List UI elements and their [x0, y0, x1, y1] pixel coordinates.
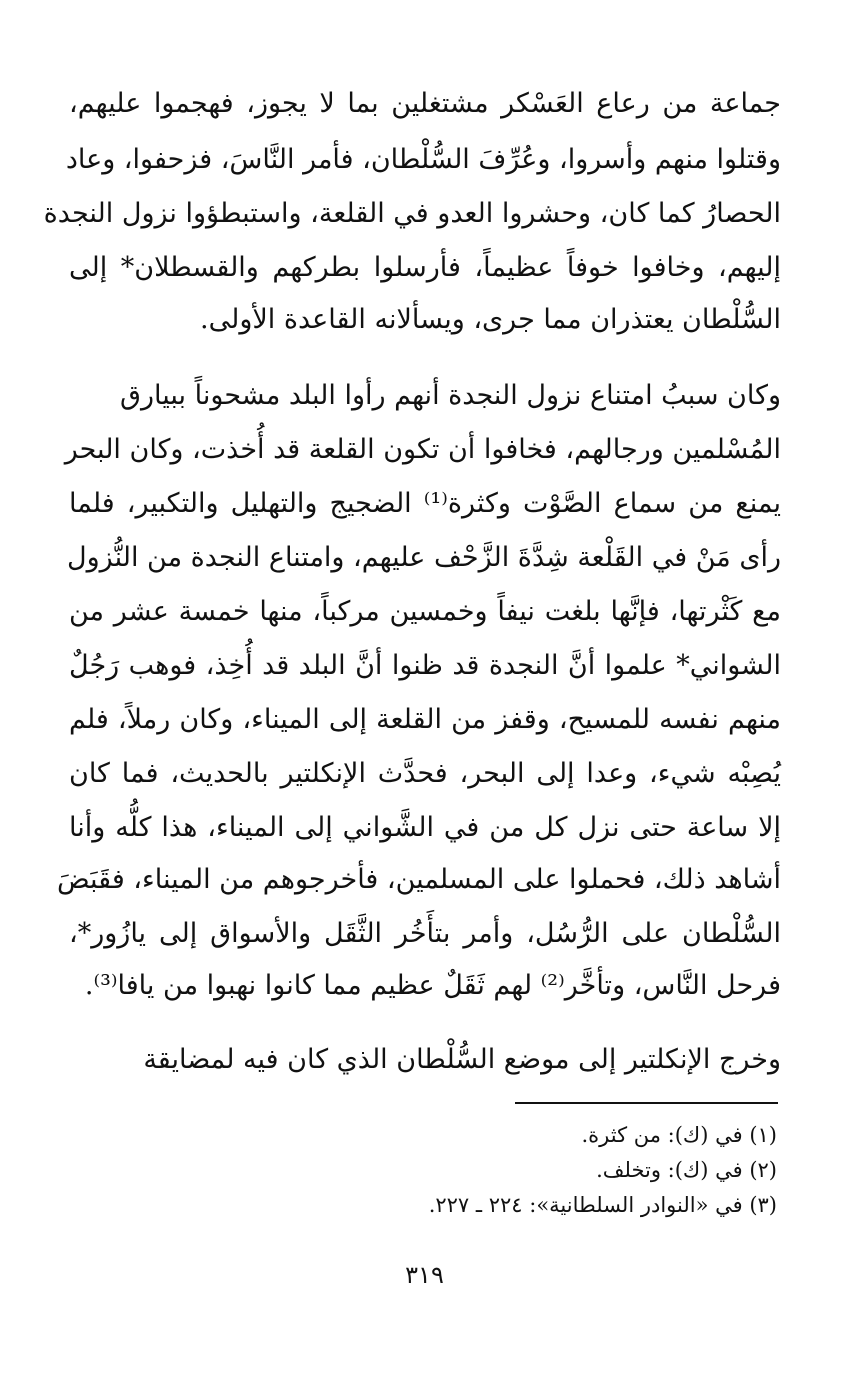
paragraph-2-line-12: فرحل النَّاس، وتأخَّر⁽²⁾ لهم ثَقَلٌ عظيم مما كانوا نهبوا من يافا⁽³⁾. — [84, 970, 781, 1001]
paragraph-2-line-6: الشواني* علموا أنَّ النجدة قد ظنوا أنَّ البلد قد أُخِذ، فوهب رَجُلٌ — [69, 650, 781, 681]
paragraph-2-line-2: المُسْلمين ورجالهم، فخافوا أن تكون القلعة قد أُخذت، وكان البحر — [64, 434, 781, 465]
footnote-separator — [515, 1102, 778, 1104]
paragraph-2-line-10: أشاهد ذلك، فحملوا على المسلمين، فأخرجوهم من الميناء، فقَبَضَ — [56, 864, 781, 895]
paragraph-1-line-3: الحصارُ كما كان، وحشروا العدو في القلعة، واستبطؤوا نزول النجدة — [43, 198, 781, 229]
paragraph-1-line-1: جماعة من رعاع العَسْكر مشتغلين بما لا يجوز، فهجموا عليهم، — [69, 88, 781, 119]
paragraph-3-line-1: وخرج الإنكلتير إلى موضع السُّلْطان الذي كان فيه لمضايقة — [143, 1044, 781, 1075]
paragraph-2-line-11: السُّلْطان على الرُّسُل، وأمر بتأَخُر الثَّقَل والأسواق إلى يازُور*، — [69, 918, 781, 949]
footnote-3: (٣) في «النوادر السلطانية»: ٢٢٤ ـ ٢٢٧. — [428, 1193, 777, 1217]
paragraph-2-line-8: يُصِبْه شيء، وعدا إلى البحر، فحدَّث الإنكلتير بالحديث، فما كان — [69, 758, 781, 789]
paragraph-1-line-2: وقتلوا منهم وأسروا، وعُرِّفَ السُّلْطان، فأمر النَّاسَ، فزحفوا، وعاد — [65, 144, 781, 175]
paragraph-2-line-5: مع كَثْرتها، فإنَّها بلغت نيفاً وخمسين مركباً، منها خمسة عشر من — [69, 596, 781, 627]
paragraph-1-line-5: السُّلْطان يعتذران مما جرى، ويسألانه القاعدة الأولى. — [200, 304, 781, 335]
footnote-2: (٢) في (ك): وتخلف. — [596, 1158, 777, 1182]
paragraph-2-line-7: منهم نفسه للمسيح، وقفز من القلعة إلى الميناء، وكان رملاً، فلم — [69, 704, 781, 735]
paragraph-2-line-3: يمنع من سماع الصَّوْت وكثرة⁽¹⁾ الضجيج والتهليل والتكبير، فلما — [69, 488, 781, 519]
paragraph-2-line-4: رأى مَنْ في القَلْعة شِدَّةَ الزَّحْف عليهم، وامتناع النجدة من النُّزول — [67, 542, 781, 573]
footnote-1: (١) في (ك): من كثرة. — [581, 1123, 777, 1147]
paragraph-2-line-9: إلا ساعة حتى نزل كل من في الشَّواني إلى الميناء، هذا كلُّه وأنا — [69, 812, 781, 843]
paragraph-2-line-1: وكان سببُ امتناع نزول النجدة أنهم رأوا البلد مشحوناً ببيارق — [120, 380, 781, 411]
paragraph-1-line-4: إليهم، وخافوا خوفاً عظيماً، فأرسلوا بطركهم والقسطلان* إلى — [69, 252, 781, 283]
page-number: ٣١٩ — [405, 1261, 444, 1289]
